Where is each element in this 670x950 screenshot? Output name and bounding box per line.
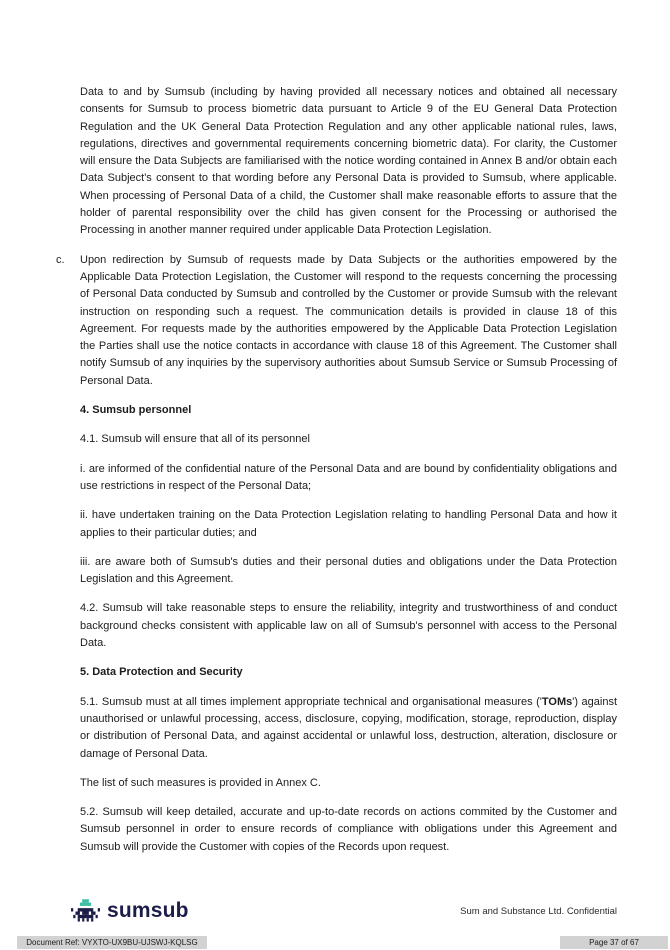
toms-bold-term: TOMs	[541, 695, 573, 708]
paragraph-4-1-iii: iii. are aware both of Sumsub's duties and their personal duties and obligations under the Data Protection Legislation and this Agreement.	[80, 555, 617, 586]
sumsub-logo	[71, 899, 189, 924]
sumsub-wordmark: sumsub	[107, 898, 189, 922]
paragraph-4-2: 4.2. Sumsub will take reasonable steps to ensure the reliability, integrity and trustworthiness of and conduct background checks consistent with applicable law on all of Sumsub's personnel with access to the Personal Data.	[80, 602, 617, 650]
sumsub-octopus-icon	[71, 899, 100, 924]
document-ref-badge: Document Ref: VYXTO-UX9BU-UJSWJ-KQLSG	[17, 936, 207, 949]
paragraph-5-1	[80, 694, 617, 763]
paragraph-4-1-ii: ii. have undertaken training on the Data Protection Legislation relating to handling Personal Data and how it applies to their particular duties; and	[80, 509, 617, 539]
list-item-c-text: Upon redirection by Sumsub of requests made by Data Subjects or the authorities empowered by the Applicable Data Protection Legislation, the Customer will respond to the requests concerning the processing of Personal Data conducted by Sumsub and controlled by the Customer or provide Sumsub with the relevant instruction on responding such a request. The communication details is provided in clause 18 of this Agreement. For requests made by the authorities empowered by the Applicable Data Protection Legislation the Parties shall use the notice contacts in accordance with clause 18 of this Agreement. The Customer shall notify Sumsub of any inquiries by the supervisory authorities about Sumsub Service or Sumsub Processing of Personal Data.	[80, 253, 617, 387]
paragraph-4-1-i: i. are informed of the confidential nature of the Personal Data and are bound by confidentiality obligations and use restrictions in respect of the Personal Data;	[80, 462, 617, 492]
list-item-c	[56, 252, 617, 390]
paragraph-5-1-post: ') against unauthorised or unlawful processing, access, disclosure, copying, modification, storage, reproduction, display or distribution of Personal Data, and against accidental or unlawful loss, destruction, alteration, disclosure or damage of Personal Data.	[80, 695, 617, 760]
paragraph-5-1-pre: 5.1. Sumsub must at all times implement appropriate technical and organisational measures ('	[80, 695, 542, 708]
paragraph-4-1: 4.1. Sumsub will ensure that all of its personnel	[80, 433, 310, 446]
paragraph-annex-c: The list of such measures is provided in Annex C.	[80, 776, 321, 789]
list-item-c-marker: c.	[56, 253, 65, 266]
section-4-heading: 4. Sumsub personnel	[80, 404, 192, 417]
page-number-badge: Page 37 of 67	[560, 936, 668, 949]
section-5-heading: 5. Data Protection and Security	[80, 666, 243, 679]
paragraph-5-2: 5.2. Sumsub will keep detailed, accurate and up-to-date records on actions commited by the Customer and Sumsub personnel in order to ensure records of compliance with obligations under this Agreement and Sumsub will provide the Customer with copies of the Records upon request.	[80, 806, 617, 853]
paragraph-b-continuation: Data to and by Sumsub (including by having provided all necessary notices and obtained all necessary consents for Sumsub to process biometric data pursuant to Article 9 of the EU General Data Protection Regulation and the UK General Data Protection Regulation and any other applicable national rules, laws, regulations, directives and governmental requirements concerning biometric data). For clarity, the Customer will ensure the Data Subjects are familiarised with the notice wording contained in Annex B and/or obtain each Data Subject's consent to that wording before any Personal Data is provided to Sumsub, where applicable. When processing of Personal Data of a child, the Customer shall make reasonable efforts to assure that the holder of parental responsibility over the child has given consent for the Processing or authorised the Processing in another manner required under applicable Data Protection Legislation.	[80, 86, 617, 237]
confidential-notice: Sum and Substance Ltd. Confidential	[460, 906, 617, 917]
document-body	[56, 84, 617, 868]
